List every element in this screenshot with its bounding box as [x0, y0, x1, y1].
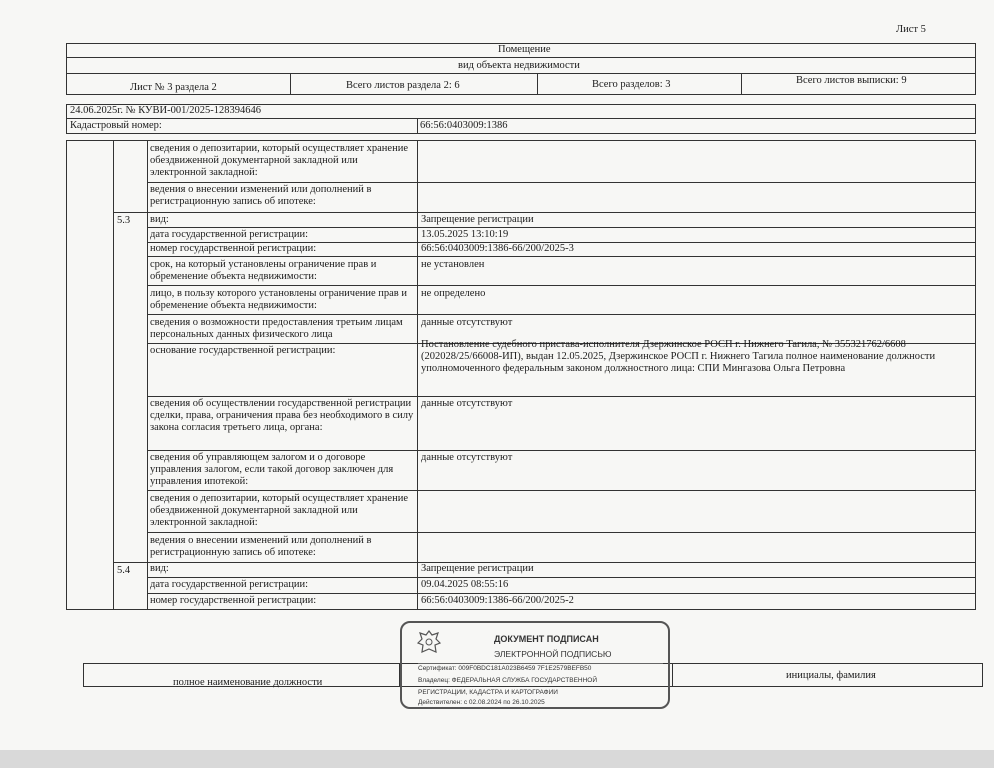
row-53-consent-label: сведения об осуществлении государственной регистрации сделки, права, ограничения права без необходимого в силу закона согласия третьего лица, органа: — [150, 398, 414, 433]
object-type-label: вид объекта недвижимости — [458, 60, 580, 71]
electronic-signature-stamp — [400, 621, 670, 709]
row-53-pledge-manager-value: данные отсутствуют — [421, 452, 513, 463]
row-53-basis-label: основание государственной регистрации: — [150, 345, 336, 356]
cadastral-label: Кадастровый номер: — [70, 120, 162, 131]
total-section-sheets: Всего листов раздела 2: 6 — [346, 80, 460, 91]
row-53-term-value: не установлен — [421, 259, 485, 270]
row-54-number-label: номер государственной регистрации: — [150, 595, 317, 606]
row-54-date-value: 09.04.2025 08:55:16 — [421, 579, 509, 590]
row-53-number-value: 66:56:0403009:1386-66/200/2025-3 — [421, 243, 574, 254]
label-depositary-top: сведения о депозитарии, который осуществляет хранение обездвиженной документарной закладной или электронной закладной: — [150, 143, 408, 178]
section-5-3-number: 5.3 — [117, 215, 131, 226]
doc-reference: 24.06.2025г. № КУВИ-001/2025-128394646 — [70, 105, 261, 116]
row-53-beneficiary-label: лицо, в пользу которого установлены ограничение прав и обременение объекта недвижимости: — [150, 288, 407, 311]
total-extract-sheets: Всего листов выписки: 9 — [796, 75, 907, 86]
row-53-personal-data-value: данные отсутствуют — [421, 317, 513, 328]
row-53-date-value: 13.05.2025 13:10:19 — [421, 229, 509, 240]
stamp-certificate: Сертификат: 009F0BDC181A023B6459 7F1E2579BEFB50 — [418, 665, 592, 672]
row-53-changes-label: ведения о внесении изменений или дополнений в регистрационную запись об ипотеке: — [150, 535, 372, 558]
row-53-consent-value: данные отсутствуют — [421, 398, 513, 409]
row-53-date-label: дата государственной регистрации: — [150, 229, 309, 240]
row-54-number-value: 66:56:0403009:1386-66/200/2025-2 — [421, 595, 574, 606]
stamp-owner-1: Владелец: ФЕДЕРАЛЬНАЯ СЛУЖБА ГОСУДАРСТВЕННОЙ — [418, 677, 598, 684]
label-changes-top: ведения о внесении изменений или дополнений в регистрационную запись об ипотеке: — [150, 184, 372, 207]
stamp-owner-2: РЕГИСТРАЦИИ, КАДАСТРА И КАРТОГРАФИИ — [418, 689, 558, 696]
row-54-kind-value: Запрещение регистрации — [421, 563, 534, 574]
row-53-kind-value: Запрещение регистрации — [421, 214, 534, 225]
row-53-pledge-manager-label: сведения об управляющем залогом и о договоре управления залогом, если такой договор заключен для управления ипотекой: — [150, 452, 394, 487]
row-53-basis-value: Постановление судебного пристава-исполнителя Дзержинское РОСП г. Нижнего Тагила, № 355321762/6608 (202028/25/66008-ИП), выдан 12.05.2025, Дзержинское РОСП г. Нижнего Тагила полное наименование должности уполномоченного федеральным законом должностного лица: СПИ Мингазова Ольга Петровна — [421, 339, 936, 374]
row-54-kind-label: вид: — [150, 563, 169, 574]
row-53-depositary-label: сведения о депозитарии, который осуществляет хранение обездвиженной документарной закладной или электронной закладной: — [150, 493, 408, 528]
row-53-number-label: номер государственной регистрации: — [150, 243, 317, 254]
emblem-icon — [416, 629, 442, 657]
stamp-title-1: ДОКУМЕНТ ПОДПИСАН — [494, 634, 599, 644]
row-53-personal-data-label: сведения о возможности предоставления третьим лицам персональных данных физического лица — [150, 317, 403, 340]
initials-label: инициалы, фамилия — [786, 670, 876, 681]
section-5-4-number: 5.4 — [117, 565, 131, 576]
row-53-term-label: срок, на который установлены ограничение прав и обременение объекта недвижимости: — [150, 259, 377, 282]
stamp-title-2: ЭЛЕКТРОННОЙ ПОДПИСЬЮ — [494, 649, 612, 659]
cadastral-value: 66:56:0403009:1386 — [420, 120, 508, 131]
stamp-validity: Действителен: с 02.08.2024 по 26.10.2025 — [418, 699, 545, 706]
position-label: полное наименование должности — [173, 677, 323, 688]
row-53-beneficiary-value: не определено — [421, 288, 486, 299]
total-sections: Всего разделов: 3 — [592, 79, 671, 90]
row-54-date-label: дата государственной регистрации: — [150, 579, 309, 590]
sheet-of-section: Лист № 3 раздела 2 — [130, 82, 217, 93]
row-53-kind-label: вид: — [150, 214, 169, 225]
sheet-number: Лист 5 — [896, 24, 926, 35]
premises-label: Помещение — [498, 44, 551, 55]
